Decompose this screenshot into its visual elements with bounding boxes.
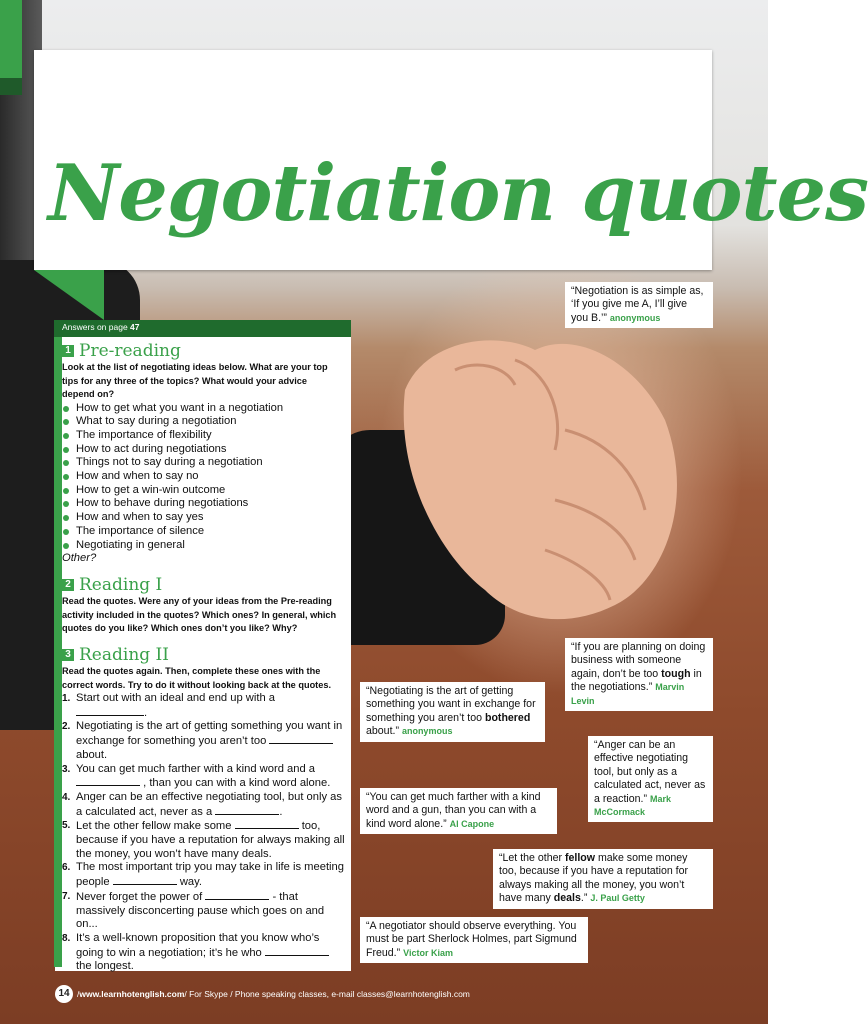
section-instruction: Read the quotes again. Then, complete these ones with the correct words. Try to do it without looking back at the quotes.	[62, 666, 332, 690]
other-prompt: Other?	[62, 552, 97, 565]
quote-box: “Let the other fellow make some money too, because if you have a reputation for always making all the money, you won’t have many deals.” J. Paul Getty	[493, 849, 713, 909]
section-heading: Reading I	[79, 575, 163, 595]
gap-fill-item: 3. You can get much farther with a kind word and a , than you can with a kind word alone.	[62, 762, 331, 790]
section-number: 3	[62, 649, 74, 661]
site-link[interactable]: www.learnhotenglish.com	[79, 989, 185, 999]
gap-fill-item: 4. Anger can be an effective negotiating tool, but only as a calculated act, never as a .	[62, 790, 342, 818]
answer-blank[interactable]	[269, 734, 333, 744]
quote-box: “Anger can be an effective negotiating tool, but only as a calculated act, never as a reaction.” Mark McCormack	[588, 736, 713, 822]
answer-blank[interactable]	[76, 706, 144, 716]
page-footer: 14 / www.learnhotenglish.com / For Skype / Phone speaking classes, e-mail classes@learnhotenglish.com	[55, 985, 470, 1003]
list-item: How to get a win-win outcome	[62, 484, 342, 498]
gap-fill-item: 6. The most important trip you may take in life is meeting people way.	[62, 861, 344, 889]
dark-green-tab	[0, 78, 22, 95]
quote-box: “If you are planning on doing business with someone again, don’t be too tough in the negotiations.” Marvin Levin	[565, 638, 713, 711]
list-item: Things not to say during a negotiation	[62, 456, 342, 470]
list-item: Negotiating in general	[62, 539, 342, 553]
gap-fill-list	[62, 692, 346, 974]
gap-fill-item: 8. It’s a well-known proposition that you know who’s going to win a negotiation; it’s he who the longest.	[62, 932, 346, 974]
quote-author: anonymous	[401, 726, 453, 737]
list-item: How to get what you want in a negotiation	[62, 402, 342, 416]
gap-fill-item: 7. Never forget the power of - that massively disconcerting pause which goes on and on...	[62, 890, 325, 931]
page-number: 14	[55, 985, 73, 1003]
section-prereading	[62, 341, 342, 566]
quote-author: Marvin Levin	[571, 682, 685, 706]
quote-box: “Negotiating is the art of getting something you want in exchange for something you aren’t too bothered about.” anonymous	[360, 682, 545, 742]
answer-blank[interactable]	[76, 776, 140, 786]
answer-blank[interactable]	[235, 819, 299, 829]
quote-box: “A negotiator should observe everything. You must be part Sherlock Holmes, part Sigmund Freud.” Victor Kiam	[360, 917, 588, 963]
answers-note: Answers on page 47	[62, 322, 140, 332]
answer-blank[interactable]	[205, 890, 269, 900]
list-item: How to behave during negotiations	[62, 497, 342, 511]
section-number: 2	[62, 579, 74, 591]
section-instruction: Look at the list of negotiating ideas below. What are your top tips for any three of the topics? What would your advice depend on?	[62, 362, 328, 399]
gap-fill-item: 2. Negotiating is the art of getting something you want in exchange for something you aren’t too about.	[62, 720, 343, 761]
section-reading-1	[62, 575, 342, 636]
answer-blank[interactable]	[215, 805, 279, 815]
quote-author: Al Capone	[449, 818, 495, 829]
section-instruction: Read the quotes. Were any of your ideas from the Pre-reading activity included in the quotes? Which ones? In general, which quotes do you like? Which ones don’t you like? Why?	[62, 596, 337, 633]
list-item: How and when to say yes	[62, 511, 342, 525]
answer-blank[interactable]	[113, 875, 177, 885]
answer-blank[interactable]	[265, 946, 329, 956]
tips-list	[62, 402, 342, 553]
section-number: 1	[62, 345, 74, 357]
gap-fill-item: 5. Let the other fellow make some too, because if you have a reputation for always making all the money, you won’t have many deals.	[62, 820, 345, 860]
section-heading: Pre-reading	[79, 341, 181, 361]
quote-author: Victor Kiam	[403, 947, 453, 958]
list-item: The importance of silence	[62, 525, 342, 539]
gap-fill-item: 1. Start out with an ideal and end up with a .	[62, 692, 276, 719]
list-item: How and when to say no	[62, 470, 342, 484]
list-item: How to act during negotiations	[62, 443, 342, 457]
list-item: What to say during a negotiation	[62, 415, 342, 429]
quote-box: “Negotiation is as simple as, ‘If you give me A, I’ll give you B.’” anonymous	[565, 282, 713, 328]
section-heading: Reading II	[79, 645, 169, 665]
green-fold-accent	[34, 270, 104, 320]
clasped-hands-photo	[365, 330, 685, 630]
list-item: The importance of flexibility	[62, 429, 342, 443]
quote-author: J. Paul Getty	[590, 893, 645, 904]
quote-box: “You can get much farther with a kind word and a gun, than you can with a kind word alone.” Al Capone	[360, 788, 557, 834]
page-title: Negotiation quotes	[48, 148, 868, 239]
quote-author: Mark McCormack	[594, 793, 671, 818]
quote-author: anonymous	[609, 312, 661, 323]
section-reading-2	[62, 645, 346, 974]
panel-green-border	[54, 337, 62, 967]
